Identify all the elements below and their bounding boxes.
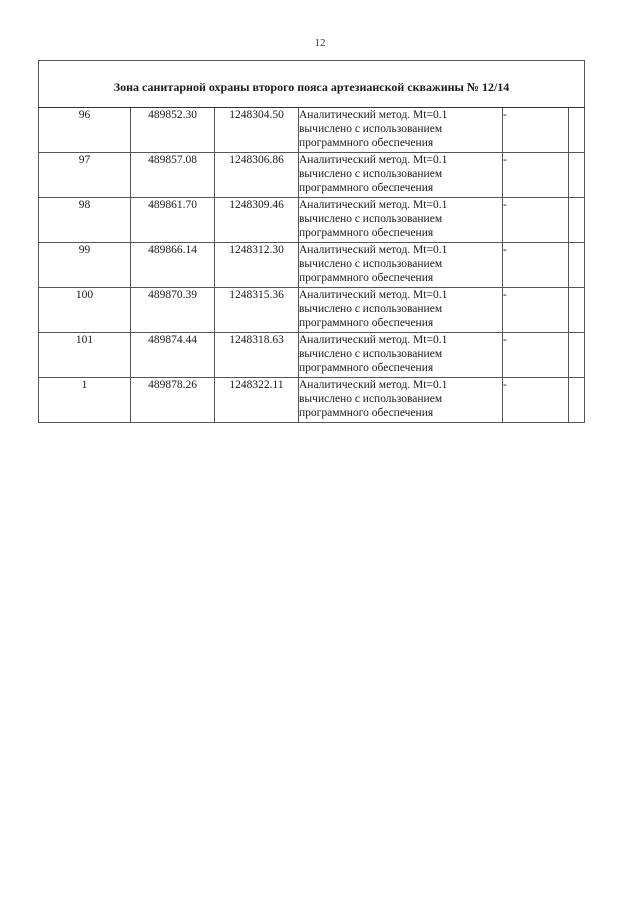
method-cell	[299, 243, 503, 288]
empty-cell	[569, 153, 585, 198]
coordinate-x: 489874.44	[131, 333, 215, 378]
method-line: вычислено с использованием	[299, 393, 443, 405]
note-cell: -	[503, 198, 569, 243]
point-number: 1	[39, 378, 131, 423]
method-line: Аналитический метод. Mt=0.1	[299, 244, 448, 256]
table-row	[39, 333, 585, 378]
coordinate-y: 1248309.46	[215, 198, 299, 243]
method-line: Аналитический метод. Mt=0.1	[299, 334, 448, 346]
method-line: вычислено с использованием	[299, 213, 443, 225]
table-title: Зона санитарной охраны второго пояса артезианской скважины № 12/14	[113, 80, 510, 94]
table-row	[39, 243, 585, 288]
coordinate-x: 489870.39	[131, 288, 215, 333]
method-line: Аналитический метод. Mt=0.1	[299, 109, 448, 121]
point-number: 98	[39, 198, 131, 243]
empty-cell	[569, 288, 585, 333]
note-cell: -	[503, 288, 569, 333]
coordinate-x: 489857.08	[131, 153, 215, 198]
method-cell	[299, 108, 503, 153]
method-line: программного обеспечения	[299, 272, 434, 284]
empty-cell	[569, 108, 585, 153]
page-number: 12	[314, 37, 326, 49]
coordinates-table	[38, 60, 585, 423]
point-number: 96	[39, 108, 131, 153]
method-cell	[299, 153, 503, 198]
coordinate-y: 1248306.86	[215, 153, 299, 198]
method-line: вычислено с использованием	[299, 123, 443, 135]
coordinate-y: 1248318.63	[215, 333, 299, 378]
coordinate-y: 1248312.30	[215, 243, 299, 288]
method-line: Аналитический метод. Mt=0.1	[299, 379, 448, 391]
point-number: 101	[39, 333, 131, 378]
empty-cell	[569, 198, 585, 243]
coordinate-x: 489861.70	[131, 198, 215, 243]
coordinates-table-container	[38, 60, 584, 423]
method-line: программного обеспечения	[299, 407, 434, 419]
method-line: программного обеспечения	[299, 182, 434, 194]
method-line: программного обеспечения	[299, 227, 434, 239]
coordinate-x: 489878.26	[131, 378, 215, 423]
method-line: вычислено с использованием	[299, 168, 443, 180]
table-row	[39, 378, 585, 423]
table-row	[39, 153, 585, 198]
method-line: вычислено с использованием	[299, 258, 443, 270]
table-row	[39, 198, 585, 243]
method-line: программного обеспечения	[299, 362, 434, 374]
method-cell	[299, 378, 503, 423]
note-cell: -	[503, 243, 569, 288]
coordinate-x: 489866.14	[131, 243, 215, 288]
coordinate-y: 1248304.50	[215, 108, 299, 153]
method-line: Аналитический метод. Mt=0.1	[299, 154, 448, 166]
method-line: Аналитический метод. Mt=0.1	[299, 199, 448, 211]
note-cell: -	[503, 108, 569, 153]
method-cell	[299, 198, 503, 243]
note-cell: -	[503, 378, 569, 423]
empty-cell	[569, 333, 585, 378]
note-cell: -	[503, 153, 569, 198]
method-line: Аналитический метод. Mt=0.1	[299, 289, 448, 301]
empty-cell	[569, 243, 585, 288]
coordinate-x: 489852.30	[131, 108, 215, 153]
table-title-cell	[39, 61, 585, 108]
note-cell: -	[503, 333, 569, 378]
method-line: вычислено с использованием	[299, 348, 443, 360]
method-line: вычислено с использованием	[299, 303, 443, 315]
coordinate-y: 1248322.11	[215, 378, 299, 423]
method-line: программного обеспечения	[299, 137, 434, 149]
point-number: 99	[39, 243, 131, 288]
table-row	[39, 288, 585, 333]
method-line: программного обеспечения	[299, 317, 434, 329]
method-cell	[299, 333, 503, 378]
table-row	[39, 108, 585, 153]
coordinate-y: 1248315.36	[215, 288, 299, 333]
empty-cell	[569, 378, 585, 423]
method-cell	[299, 288, 503, 333]
point-number: 100	[39, 288, 131, 333]
point-number: 97	[39, 153, 131, 198]
